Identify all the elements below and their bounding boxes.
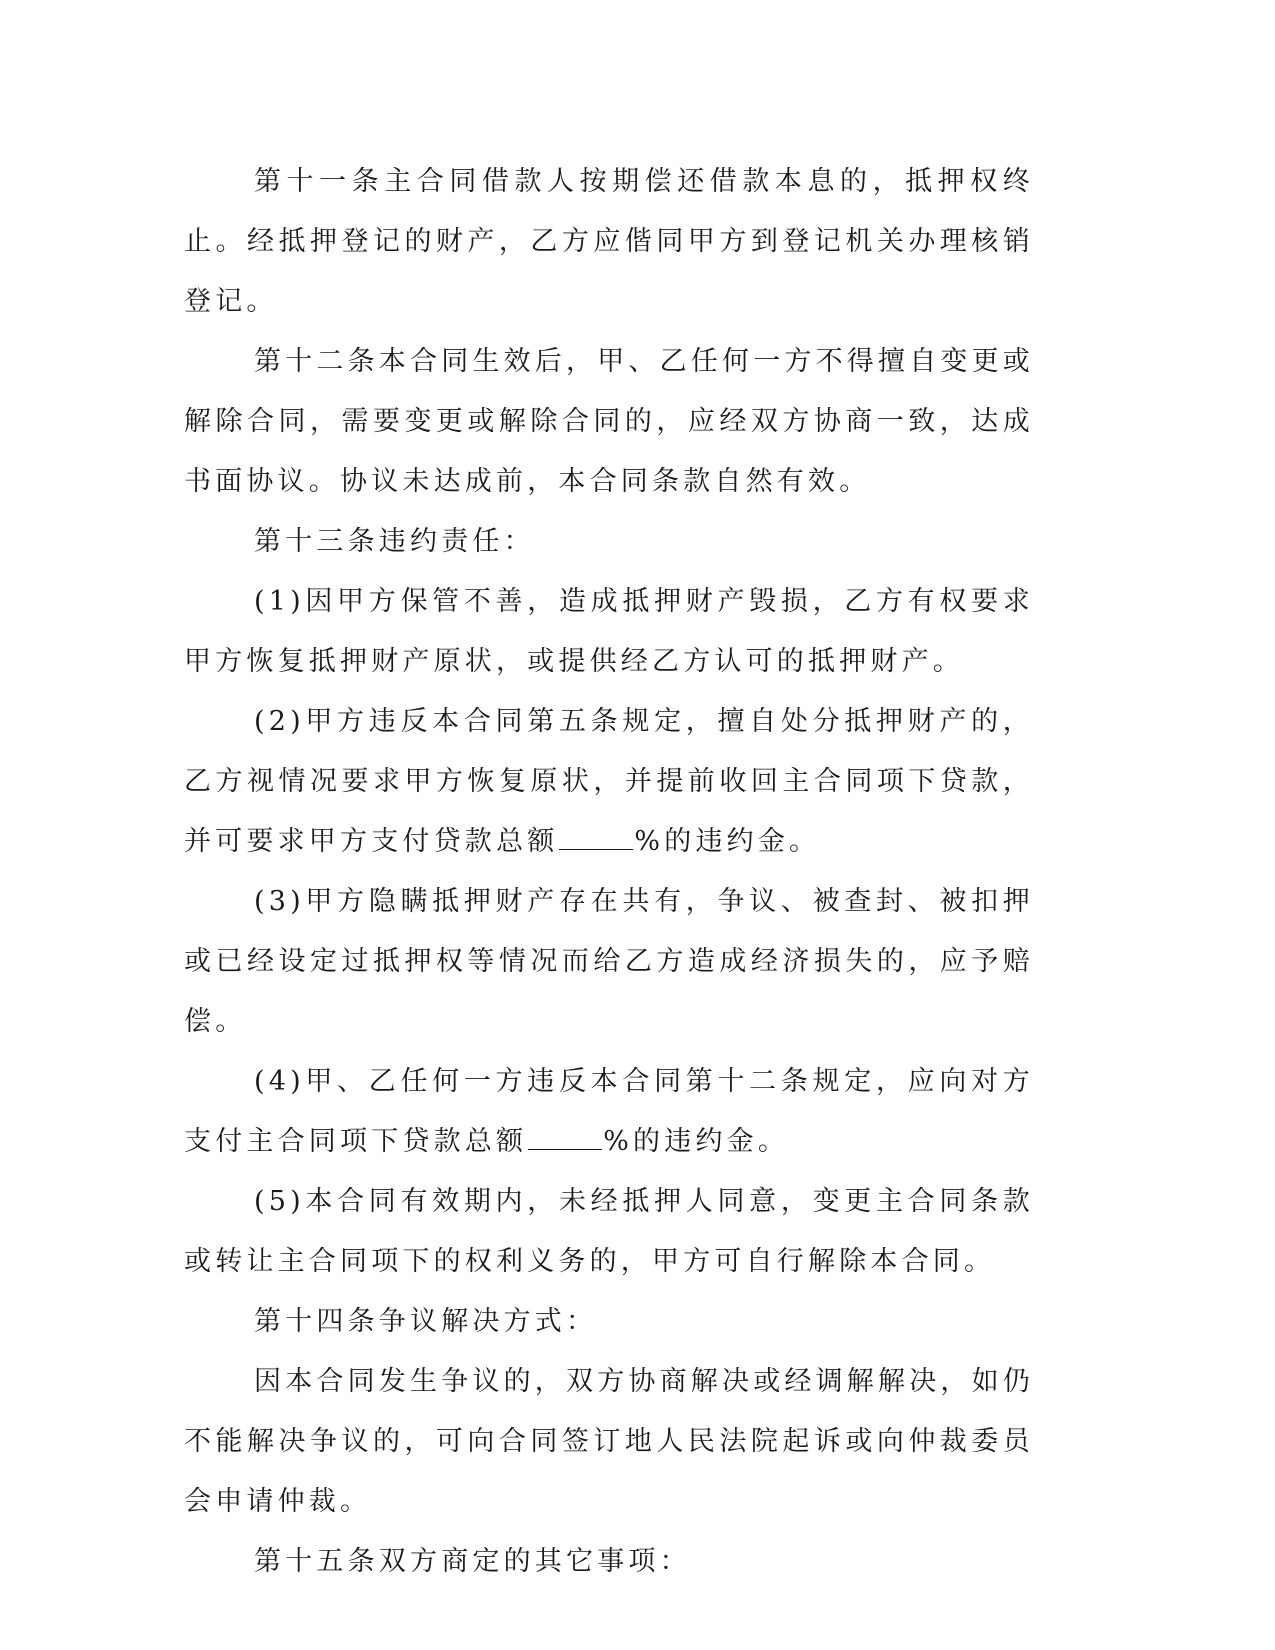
article-12-paragraph: 第十二条本合同生效后，甲、乙任何一方不得擅自变更或解除合同，需要变更或解除合同的，应经双方协商一致，达成书面协议。协议未达成前，本合同条款自然有效。 — [184, 346, 1034, 497]
clause-2-suffix: %的违约金。 — [634, 826, 821, 857]
article-11-paragraph: 第十一条主合同借款人按期偿还借款本息的，抵押权终止。经抵押登记的财产，乙方应偕同甲方到登记机关办理核销登记。 — [184, 166, 1034, 317]
clause-4-paragraph — [184, 1052, 1034, 1172]
clause-4-suffix: %的违约金。 — [603, 1126, 790, 1157]
dispute-resolution-paragraph: 因本合同发生争议的，双方协商解决或经调解解决，如仍不能解决争议的，可向合同签订地人民法院起诉或向仲裁委员会申请仲裁。 — [184, 1366, 1034, 1517]
article-15-heading: 第十五条双方商定的其它事项： — [254, 1546, 691, 1577]
clause-3-paragraph: (3)甲方隐瞒抵押财产存在共有，争议、被查封、被扣押或已经设定过抵押权等情况而给乙方造成经济损失的，应予赔偿。 — [184, 886, 1034, 1037]
penalty-percent-blank — [559, 825, 633, 850]
document-page — [184, 152, 1034, 1592]
clause-1-paragraph: (1)因甲方保管不善，造成抵押财产毁损，乙方有权要求甲方恢复抵押财产原状，或提供经乙方认可的抵押财产。 — [184, 586, 1034, 677]
clause-2-text: (2)甲方违反本合同第五条规定，擅自处分抵押财产的，乙方视情况要求甲方恢复原状，并提前收回主合同项下贷款，并可要求甲方支付贷款总额 — [184, 706, 1034, 857]
penalty-percent-blank — [528, 1125, 602, 1150]
clause-5-paragraph: (5)本合同有效期内，未经抵押人同意，变更主合同条款或转让主合同项下的权利义务的，甲方可自行解除本合同。 — [184, 1186, 1034, 1277]
article-14-heading: 第十四条争议解决方式： — [254, 1306, 598, 1337]
clause-4-text: (4)甲、乙任何一方违反本合同第十二条规定，应向对方支付主合同项下贷款总额 — [184, 1066, 1034, 1157]
clause-2-paragraph — [184, 692, 1034, 872]
article-13-heading: 第十三条违约责任： — [254, 526, 535, 557]
